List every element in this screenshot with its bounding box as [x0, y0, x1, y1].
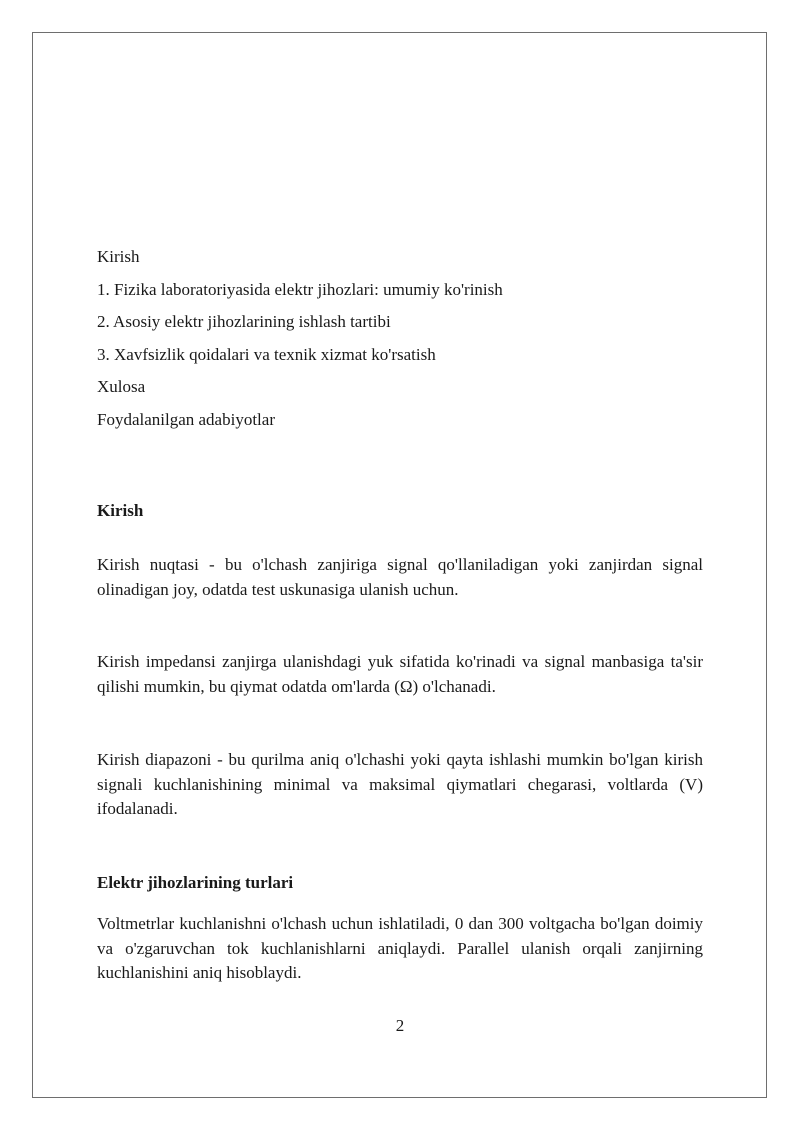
section-heading-introduction: Kirish — [97, 501, 144, 520]
section-heading-equipment-types: Elektr jihozlarining turlari — [97, 873, 294, 892]
page-number: 2 — [395, 1016, 405, 1035]
toc-item-introduction: Kirish — [97, 247, 140, 266]
toc-item-chapter-3: 3. Xavfsizlik qoidalari va texnik xizmat ko'rsatish — [97, 344, 436, 364]
table-of-contents — [97, 241, 703, 437]
paragraph-input-impedance: Kirish impedansi zanjirga ulanishdagi yuk sifatida ko'rinadi va signal manbasiga ta'sir qilishi mumkin, bu qiymat odatda om'larda (Ω) o'lchanadi. — [97, 652, 703, 696]
paragraph-input-point: Kirish nuqtasi - bu o'lchash zanjiriga signal qo'llaniladigan yoki zanjirdan signal olinadigan joy, odatda test uskunasiga ulanish uchun. — [97, 555, 703, 599]
paragraph-input-range: Kirish diapazoni - bu qurilma aniq o'lchashi yoki qayta ishlashi mumkin bo'lgan kirish signali kuchlanishining minimal va maksimal qiymatlari chegarasi, voltlarda (V) ifodalanadi. — [97, 750, 703, 818]
toc-item-chapter-1: 1. Fizika laboratoriyasida elektr jihozlari: umumiy ko'rinish — [97, 279, 503, 299]
toc-item-references: Foydalanilgan adabiyotlar — [97, 409, 275, 429]
toc-item-chapter-2: 2. Asosiy elektr jihozlarining ishlash tartibi — [97, 312, 391, 332]
toc-item-conclusion: Xulosa — [97, 377, 146, 397]
paragraph-voltmeters: Voltmetrlar kuchlanishni o'lchash uchun ishlatiladi, 0 dan 300 voltgacha bo'lgan doimiy va o'zgaruvchan tok kuchlanishlarni aniqlaydi. Parallel ulanish orqali zanjirning kuchlanishini aniq hisoblaydi. — [97, 914, 703, 982]
